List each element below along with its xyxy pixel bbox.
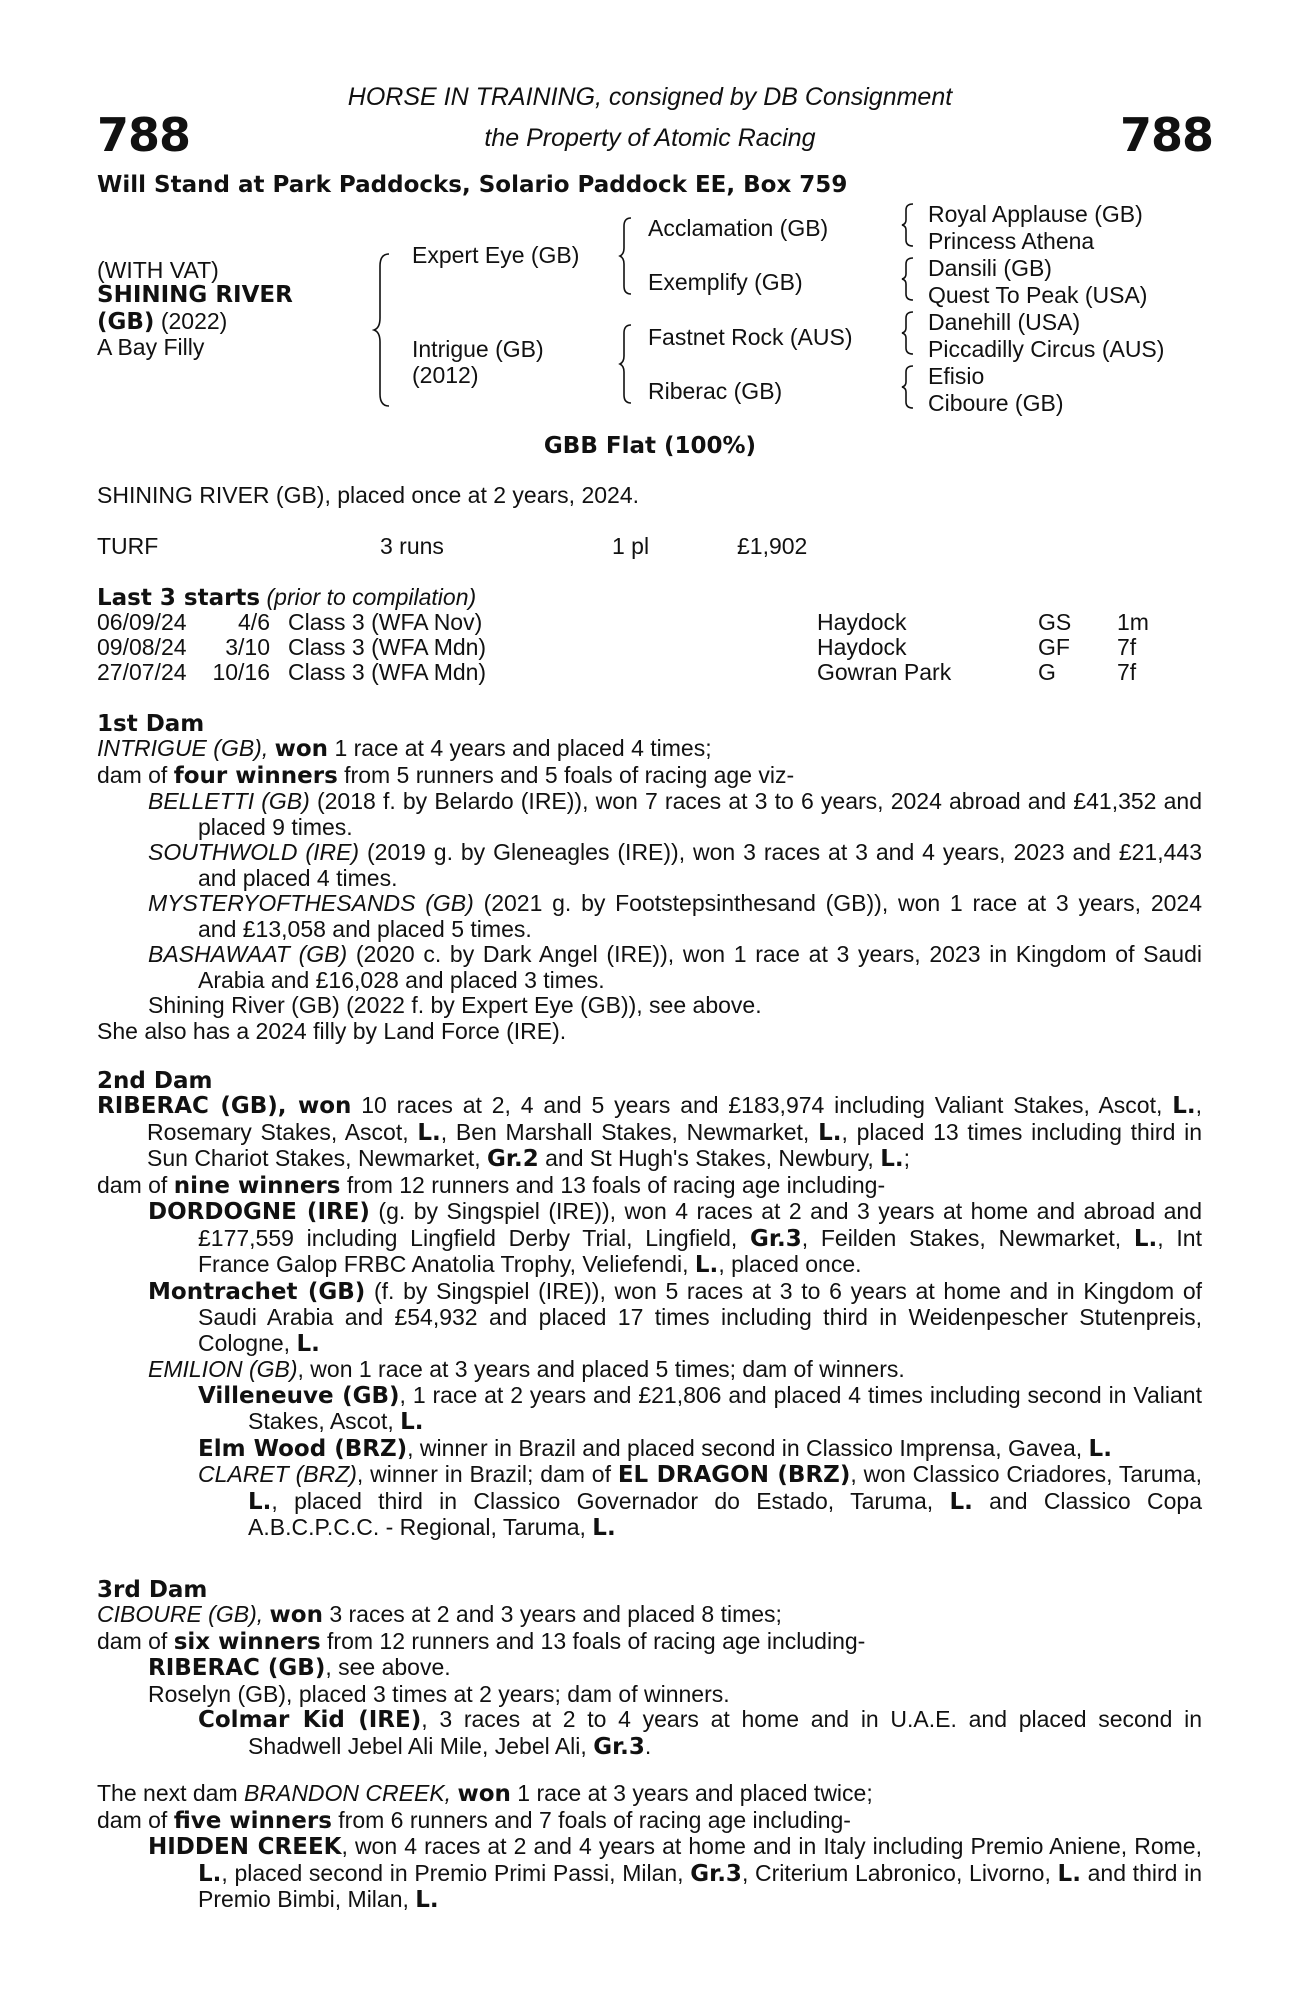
grandsire-8: Ciboure (GB) — [928, 390, 1064, 416]
start-date: 06/09/24 — [97, 609, 187, 635]
pedigree-brace-g4 — [900, 364, 916, 410]
horse-country: (GB) — [97, 309, 155, 335]
third-dam-heading: 3rd Dam — [97, 1577, 208, 1603]
record-placed: 1 pl — [612, 533, 650, 559]
next-dam-produce-line: dam of five winners from 6 runners and 7 foals of racing age including- — [97, 1806, 851, 1834]
start-going: GS — [1038, 609, 1072, 635]
table-row — [0, 610, 1315, 635]
table-row — [0, 635, 1315, 660]
progeny-entry: RIBERAC (GB), see above. — [148, 1654, 451, 1681]
start-going: G — [1038, 659, 1056, 685]
progeny-entry: HIDDEN CREEK, won 4 races at 2 and 4 years at home and in Italy including Premio Aniene, Rome, L., placed second in Premio Primi Passi, Milan, Gr.3, Criterium Labronico, Livorno, L. and third in Premio Bimbi, Milan, L. — [148, 1833, 1202, 1913]
grandsire-7: Efisio — [928, 363, 985, 389]
next-dam-line: The next dam BRANDON CREEK, won 1 race at 3 years and placed twice; — [97, 1780, 873, 1807]
progeny-entry: Roselyn (GB), placed 3 times at 2 years; dam of winners. — [148, 1680, 730, 1707]
third-dam-produce-line: dam of six winners from 12 runners and 13 foals of racing age including- — [97, 1627, 866, 1655]
grandsire-1: Royal Applause (GB) — [928, 201, 1143, 227]
next-dam-section — [97, 1781, 1202, 1914]
grandsire-4: Quest To Peak (USA) — [928, 282, 1148, 308]
grandsire-2: Princess Athena — [928, 228, 1095, 254]
table-row — [0, 660, 1315, 685]
dam-year: (2012) — [412, 362, 479, 388]
horse-year: (2022) — [154, 308, 228, 334]
progeny-entry: DORDOGNE (IRE) (g. by Singspiel (IRE)), won 4 races at 2 and 3 years at home and abroad and £177,559 including Lingfield Derby Trial, Lingfield, Gr.3, Feilden Stakes, Newmarket, L., Int France Galop FRBC Anatolia Trophy, Veliefendi, L., placed once. — [148, 1198, 1203, 1278]
horse-origin-year — [97, 309, 227, 335]
progeny-entry: Montrachet (GB) (f. by Singspiel (IRE)), won 5 races at 3 to 6 years at home and in Kingdom of Saudi Arabia and £54,932 and placed 17 times including third in Weidenpescher Stutenpreis, Cologne, L. — [148, 1277, 1202, 1357]
grandsire-5: Danehill (USA) — [928, 309, 1081, 335]
vat-note: (WITH VAT) — [97, 257, 219, 283]
pedigree-brace-g3 — [900, 310, 916, 356]
start-position: 4/6 — [238, 609, 270, 635]
record-runs: 3 runs — [380, 533, 444, 559]
first-dam-line: INTRIGUE (GB), won 1 race at 4 years and placed 4 times; — [97, 735, 712, 762]
pedigree-brace-g2 — [900, 256, 916, 302]
progeny-entry: Shining River (GB) (2022 f. by Expert Eye (GB)), see above. — [148, 992, 762, 1018]
dam-dam: Riberac (GB) — [648, 378, 783, 404]
start-distance: 7f — [1117, 634, 1137, 660]
pedigree-brace-g1 — [900, 202, 916, 248]
header-property: the Property of Atomic Racing — [484, 124, 816, 152]
second-dam-section — [97, 1093, 1202, 1542]
rating: GBB Flat (100%) — [543, 433, 757, 459]
start-date: 27/07/24 — [97, 659, 187, 685]
record-earnings: £1,902 — [737, 533, 808, 559]
progeny-entry: SOUTHWOLD (IRE) (2019 g. by Gleneagles (IRE)), won 3 races at 3 and 4 years, 2023 and £21,443 and placed 4 times. — [148, 839, 1202, 891]
grand-progeny-entry: Elm Wood (BRZ), winner in Brazil and placed second in Classico Imprensa, Gavea, L. — [198, 1434, 1112, 1462]
lot-number-right: 788 — [1120, 108, 1214, 162]
third-dam-line: CIBOURE (GB), won 3 races at 2 and 3 years and placed 8 times; — [97, 1601, 782, 1628]
start-course: Gowran Park — [817, 659, 952, 685]
first-dam-produce-line: dam of four winners from 5 runners and 5 foals of racing age viz- — [97, 761, 795, 789]
header-consignment: HORSE IN TRAINING, consigned by DB Consignment — [347, 83, 953, 111]
dam-name: Intrigue (GB) — [412, 336, 544, 362]
second-dam-produce-line: dam of nine winners from 12 runners and 13 foals of racing age including- — [97, 1171, 886, 1199]
start-course: Haydock — [817, 634, 907, 660]
progeny-entry: MYSTERYOFTHESANDS (GB) (2021 g. by Footstepsinthesand (GB)), won 1 race at 3 years, 2024 and £13,058 and placed 5 times. — [148, 890, 1202, 942]
progeny-entry: BELLETTI (GB) (2018 f. by Belardo (IRE)), won 7 races at 3 to 6 years, 2024 abroad and £41,352 and placed 9 times. — [148, 788, 1202, 840]
stand-location: Will Stand at Park Paddocks, Solario Paddock EE, Box 759 — [97, 172, 848, 198]
start-race: Class 3 (WFA Mdn) — [288, 659, 487, 685]
start-distance: 7f — [1117, 659, 1137, 685]
grand-progeny-entry: Villeneuve (GB), 1 race at 2 years and £21,806 and placed 4 times including second in Valiant Stakes, Ascot, L. — [198, 1381, 1202, 1435]
start-position: 10/16 — [212, 659, 270, 685]
sire-dam: Exemplify (GB) — [648, 269, 803, 295]
grandsire-3: Dansili (GB) — [928, 255, 1052, 281]
start-race: Class 3 (WFA Mdn) — [288, 634, 487, 660]
last-starts-heading — [97, 585, 476, 611]
last-starts-title: Last 3 starts — [97, 585, 261, 611]
start-course: Haydock — [817, 609, 907, 635]
pedigree-brace-dam — [618, 323, 634, 405]
first-dam-section — [97, 736, 1202, 1044]
progeny-entry: BASHAWAAT (GB) (2020 c. by Dark Angel (IRE)), won 1 race at 3 years, 2023 in Kingdom of Saudi Arabia and £16,028 and placed 3 times. — [148, 941, 1202, 993]
pedigree-brace-main — [372, 252, 392, 408]
grand-progeny-entry: Colmar Kid (IRE), 3 races at 2 to 4 years at home and in U.A.E. and placed second in Shadwell Jebel Ali Mile, Jebel Ali, Gr.3. — [198, 1706, 1202, 1760]
progeny-entry: EMILION (GB), won 1 race at 3 years and placed 5 times; dam of winners. — [148, 1356, 905, 1382]
start-distance: 1m — [1117, 609, 1149, 635]
race-summary: SHINING RIVER (GB), placed once at 2 years, 2024. — [97, 482, 640, 508]
start-going: GF — [1038, 634, 1070, 660]
last-starts-note: (prior to compilation) — [266, 584, 477, 610]
sire-sire: Acclamation (GB) — [648, 215, 829, 241]
third-dam-section — [97, 1602, 1202, 1760]
start-position: 3/10 — [225, 634, 270, 660]
sire-name: Expert Eye (GB) — [412, 242, 580, 268]
grand-progeny-entry: CLARET (BRZ), winner in Brazil; dam of EL DRAGON (BRZ), won Classico Criadores, Taruma, L., placed third in Classico Governador do Estado, Taruma, L. and Classico Copa A.B.C.P.C.C. - Regional, Taruma, L. — [198, 1461, 1203, 1541]
second-dam-line: RIBERAC (GB), won 10 races at 2, 4 and 5 years and £183,974 including Valiant Stakes, Ascot, L., Rosemary Stakes, Ascot, L., Ben Marshall Stakes, Newmarket, L., placed 13 times including third in Sun Chariot Stakes, Newmarket, Gr.2 and St Hugh's Stakes, Newbury, L.; — [97, 1092, 1202, 1172]
second-dam-heading: 2nd Dam — [97, 1068, 213, 1094]
grandsire-6: Piccadilly Circus (AUS) — [928, 336, 1165, 362]
first-dam-note: She also has a 2024 filly by Land Force (IRE). — [97, 1017, 567, 1044]
first-dam-heading: 1st Dam — [97, 711, 205, 737]
start-race: Class 3 (WFA Nov) — [288, 609, 483, 635]
start-date: 09/08/24 — [97, 634, 187, 660]
pedigree-brace-sire — [618, 216, 634, 296]
dam-sire: Fastnet Rock (AUS) — [648, 324, 853, 350]
horse-name: SHINING RIVER — [97, 282, 293, 308]
lot-number-left: 788 — [97, 108, 191, 162]
record-surface: TURF — [97, 533, 159, 559]
horse-description: A Bay Filly — [97, 334, 205, 360]
